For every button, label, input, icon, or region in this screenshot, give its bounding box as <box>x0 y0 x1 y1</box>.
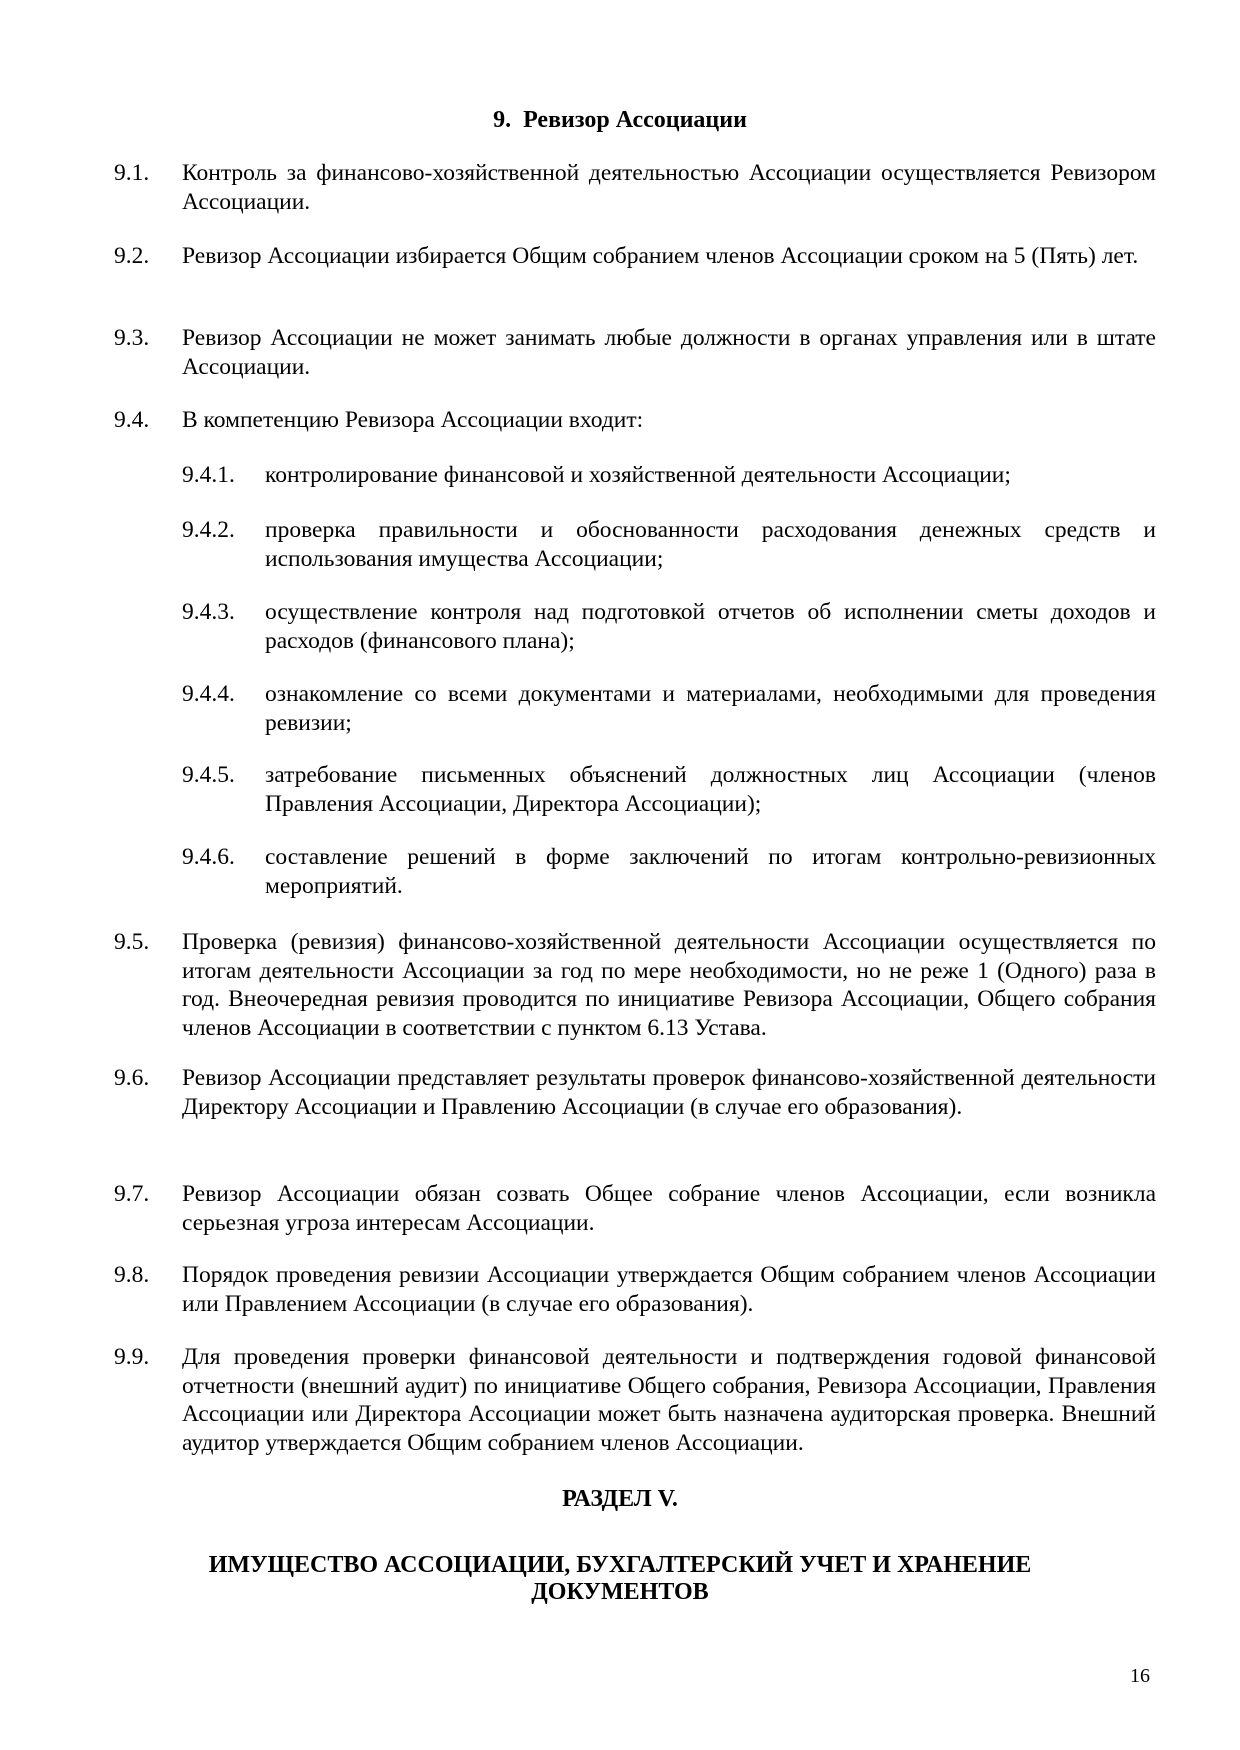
subparagraph-number: 9.4.5. <box>182 762 235 788</box>
paragraph-number: 9.1. <box>114 160 150 186</box>
subparagraph-number: 9.4.3. <box>182 599 235 625</box>
paragraph-number: 9.5. <box>114 929 150 955</box>
paragraph-9-2 <box>114 242 1156 271</box>
paragraph-9-4 <box>114 406 1156 435</box>
paragraph-number: 9.8. <box>114 1262 150 1288</box>
page-number: 16 <box>1130 1665 1150 1687</box>
subparagraph-9-4-2 <box>182 516 1156 573</box>
paragraph-number: 9.2. <box>114 243 150 269</box>
section-heading-title: Ревизор Ассоциации <box>523 107 747 133</box>
paragraph-9-8 <box>114 1261 1156 1318</box>
subparagraph-text: проверка правильности и обоснованности расходования денежных средств и использования имущества Ассоциации; <box>265 517 1156 572</box>
section-v-label: РАЗДЕЛ V. <box>562 1486 678 1512</box>
paragraph-text: Ревизор Ассоциации представляет результаты проверок финансово-хозяйственной деятельности Директору Ассоциации и Правлению Ассоциации (в случае его образования). <box>182 1065 1156 1120</box>
subparagraph-text: осуществление контроля над подготовкой отчетов об исполнении сметы доходов и расходов (финансового плана); <box>265 599 1156 654</box>
subparagraph-number: 9.4.4. <box>182 681 235 707</box>
paragraph-9-7 <box>114 1180 1156 1237</box>
subparagraph-9-4-1 <box>182 461 1156 490</box>
subparagraph-text: затребование письменных объяснений должностных лиц Ассоциации (членов Правления Ассоциации, Директора Ассоциации); <box>265 762 1156 817</box>
subparagraph-9-4-5 <box>182 761 1156 818</box>
paragraph-text: Проверка (ревизия) финансово-хозяйственной деятельности Ассоциации осуществляется по итогам деятельности Ассоциации за год по мере необходимости, но не реже 1 (Одного) раза в год. Внеочередная ревизия проводится по инициативе Ревизора Ассоциации, Общего собрания членов Ассоциации в соответствии с пунктом 6.13 Устава. <box>182 929 1156 1041</box>
paragraph-text: Для проведения проверки финансовой деятельности и подтверждения годовой финансовой отчетности (внешний аудит) по инициативе Общего собрания, Ревизора Ассоциации, Правления Ассоциации или Директора Ассоциации может быть назначена аудиторская проверка. Внешний аудитор утверждается Общим собранием членов Ассоциации. <box>182 1344 1156 1456</box>
subparagraph-text: контролирование финансовой и хозяйственной деятельности Ассоциации; <box>265 462 1011 488</box>
paragraph-text: Контроль за финансово-хозяйственной деятельностью Ассоциации осуществляется Ревизором Ассоциации. <box>182 160 1156 215</box>
paragraph-9-5 <box>114 928 1156 1042</box>
subparagraph-9-4-3 <box>182 598 1156 655</box>
paragraph-number: 9.3. <box>114 325 150 351</box>
paragraph-text: Порядок проведения ревизии Ассоциации утверждается Общим собранием членов Ассоциации или Правлением Ассоциации (в случае его образования). <box>182 1262 1156 1317</box>
paragraph-number: 9.6. <box>114 1065 150 1091</box>
paragraph-9-3 <box>114 324 1156 381</box>
paragraph-number: 9.7. <box>114 1181 150 1207</box>
paragraph-number: 9.4. <box>114 407 150 433</box>
subparagraph-number: 9.4.1. <box>182 462 235 488</box>
paragraph-9-1 <box>114 159 1156 216</box>
paragraph-9-6 <box>114 1064 1156 1121</box>
section-heading-number: 9. <box>493 107 512 133</box>
subparagraph-text: составление решений в форме заключений по итогам контрольно-ревизионных мероприятий. <box>265 844 1156 899</box>
section-heading <box>0 106 1240 134</box>
paragraph-text: Ревизор Ассоциации избирается Общим собранием членов Ассоциации сроком на 5 (Пять) лет. <box>182 243 1139 269</box>
subparagraph-text: ознакомление со всеми документами и материалами, необходимыми для проведения ревизии; <box>265 681 1156 736</box>
paragraph-text: В компетенцию Ревизора Ассоциации входит: <box>182 407 644 433</box>
subparagraph-9-4-6 <box>182 843 1156 900</box>
subparagraph-9-4-4 <box>182 680 1156 737</box>
subparagraph-number: 9.4.2. <box>182 517 235 543</box>
subparagraph-number: 9.4.6. <box>182 844 235 870</box>
paragraph-number: 9.9. <box>114 1344 150 1370</box>
paragraph-9-9 <box>114 1343 1156 1457</box>
paragraph-text: Ревизор Ассоциации не может занимать любые должности в органах управления или в штате Ассоциации. <box>182 325 1156 380</box>
paragraph-text: Ревизор Ассоциации обязан созвать Общее собрание членов Ассоциации, если возникла серьезная угроза интересам Ассоциации. <box>182 1181 1156 1236</box>
section-v-title: ИМУЩЕСТВО АССОЦИАЦИИ, БУХГАЛТЕРСКИЙ УЧЕТ И ХРАНЕНИЕ ДОКУМЕНТОВ <box>208 1552 1032 1605</box>
